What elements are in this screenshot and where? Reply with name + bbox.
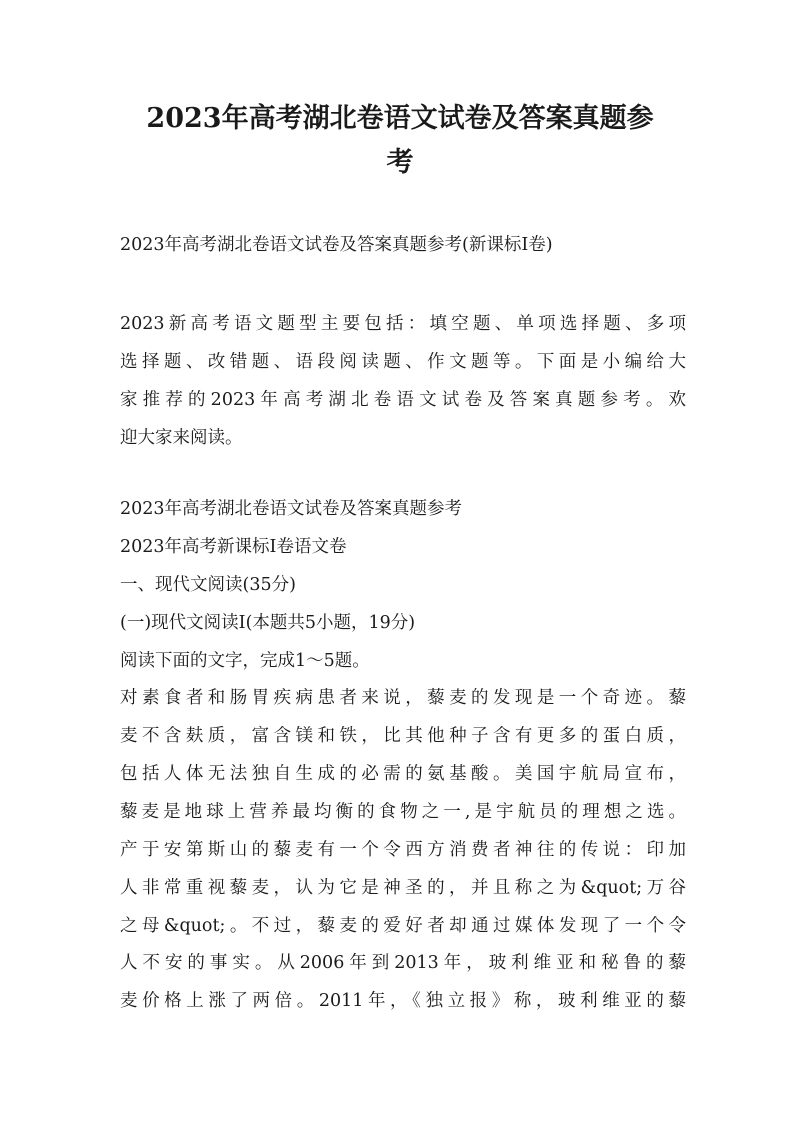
passage-line: 麦价格上涨了两倍。2011年，《独立报》称，玻利维亚的藜	[120, 991, 686, 1011]
passage-line: 人不安的事实。从2006年到2013年，玻利维亚和秘鲁的藜	[120, 953, 686, 973]
intro-line: 迎大家来阅读。	[120, 428, 243, 448]
document-title-line-2: 考	[386, 147, 414, 178]
exam-name: 2023年高考新课标Ⅰ卷语文卷	[120, 537, 347, 557]
intro-line: 2023新高考语文题型主要包括：填空题、单项选择题、多项	[120, 314, 686, 334]
document-subtitle: 2023年高考湖北卷语文试卷及答案真题参考(新课标Ⅰ卷)	[120, 235, 553, 255]
instruction: 阅读下面的文字，完成1～5题。	[120, 651, 370, 671]
passage-line: 包括人体无法独自生成的必需的氨基酸。美国宇航局宣布，	[120, 764, 686, 784]
document-title-line-1: 2023年高考湖北卷语文试卷及答案真题参	[146, 103, 654, 134]
intro-line: 选择题、改错题、语段阅读题、作文题等。下面是小编给大	[120, 352, 686, 372]
sub-part-heading: (一)现代文阅读Ⅰ(本题共5小题，19分)	[120, 613, 416, 633]
passage-line: 对素食者和肠胃疾病患者来说，藜麦的发现是一个奇迹。藜	[120, 688, 686, 708]
passage-line: 人非常重视藜麦，认为它是神圣的，并且称之为&quot;万谷	[120, 878, 686, 898]
section-heading: 2023年高考湖北卷语文试卷及答案真题参考	[120, 499, 463, 519]
passage-line: 产于安第斯山的藜麦有一个令西方消费者神往的传说：印加	[120, 840, 686, 860]
intro-line: 家推荐的2023年高考湖北卷语文试卷及答案真题参考。欢	[120, 390, 686, 410]
passage-line: 之母&quot;。不过，藜麦的爱好者却通过媒体发现了一个令	[120, 916, 686, 936]
passage-line: 藜麦是地球上营养最均衡的食物之一,是宇航员的理想之选。	[120, 802, 686, 822]
passage-line: 麦不含麸质，富含镁和铁，比其他种子含有更多的蛋白质，	[120, 726, 686, 746]
part-heading: 一、现代文阅读(35分)	[120, 575, 296, 595]
